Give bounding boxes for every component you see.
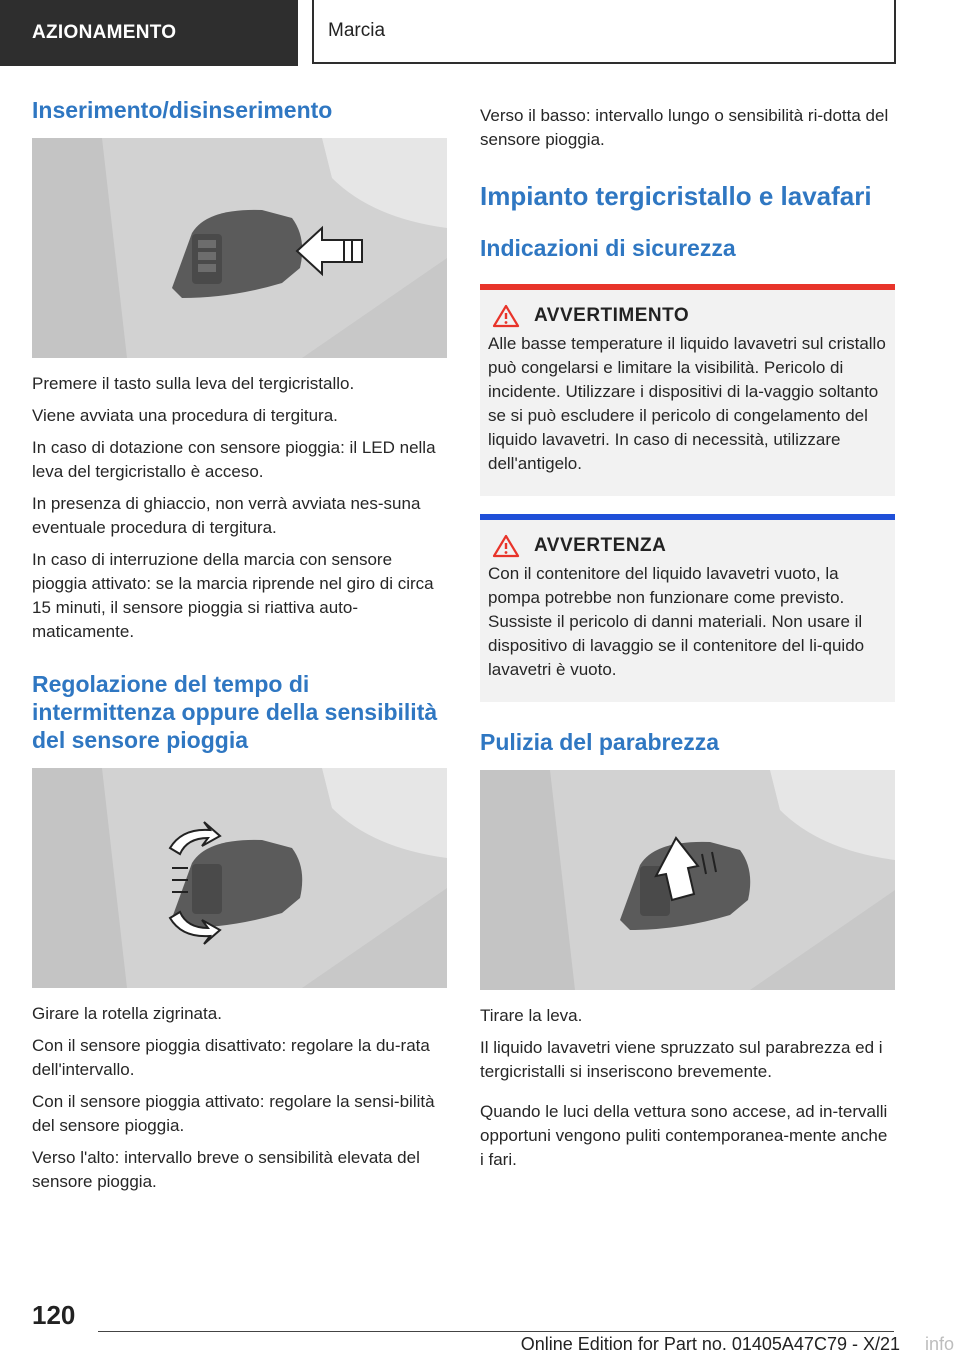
text-procedura-tergitura: Viene avviata una procedura di tergitura. bbox=[32, 406, 338, 425]
heading-regolazione: Regolazione del tempo di intermittenza oppure della sensibilità del sensore pioggia bbox=[32, 671, 438, 753]
text-ghiaccio: In presenza di ghiaccio, non verrà avviata nes-suna eventuale procedura di tergitura. bbox=[32, 494, 421, 537]
heading-inserimento: Inserimento/disinserimento bbox=[32, 97, 333, 123]
text-girare-rotella: Girare la rotella zigrinata. bbox=[32, 1004, 222, 1023]
footer-watermark: info bbox=[924, 1334, 954, 1354]
warning-title: AVVERTIMENTO bbox=[534, 305, 690, 326]
text-tirare-leva: Tirare la leva. bbox=[480, 1006, 583, 1025]
text-sensore-disattivato: Con il sensore pioggia disattivato: regolare la du-rata dell'intervallo. bbox=[32, 1036, 430, 1079]
text-liquido-spruzzato: Il liquido lavavetri viene spruzzato sul parabrezza ed i tergicristalli si inseriscono brevemente. bbox=[480, 1038, 883, 1081]
warning-text: Alle basse temperature il liquido lavavetri sul cristallo può congelarsi e limitare la visibilità. Pericolo di incidente. Utilizzare i dispositivi di la-vaggio soltanto se si può escludere il pericolo di congelamento del liquido lavavetri. In caso di necessità, utilizzare dell'antigelo. bbox=[488, 334, 886, 473]
heading-pulizia-parabrezza: Pulizia del parabrezza bbox=[480, 729, 720, 755]
warning-box bbox=[480, 284, 895, 496]
warning-triangle-icon bbox=[492, 304, 520, 328]
footer-edition: Online Edition for Part no. 01405A47C79 - X/21 bbox=[520, 1334, 900, 1354]
figure-wiper-knurled-wheel bbox=[32, 768, 447, 988]
right-column bbox=[480, 104, 895, 1180]
heading-impianto-tergicristallo: Impianto tergicristallo e lavafari bbox=[480, 181, 872, 211]
text-luci-accese: Quando le luci della vettura sono accese, ad in-tervalli opportuni vengono puliti contemporanea-mente anche i fari. bbox=[480, 1102, 888, 1169]
header-section-tab: AZIONAMENTO bbox=[0, 0, 298, 66]
text-sensore-attivato: Con il sensore pioggia attivato: regolare la sensi-bilità del sensore pioggia. bbox=[32, 1092, 435, 1135]
figure-wiper-stalk-press bbox=[32, 138, 447, 358]
notice-box bbox=[480, 514, 895, 702]
text-led-sensore: In caso di dotazione con sensore pioggia: il LED nella leva del tergicristallo è acceso. bbox=[32, 438, 436, 481]
text-interruzione-marcia: In caso di interruzione della marcia con sensore pioggia attivato: se la marcia riprende nel giro di circa 15 minuti, il sensore pioggia si riattiva auto-maticamente. bbox=[32, 550, 434, 641]
notice-text: Con il contenitore del liquido lavavetri vuoto, la pompa potrebbe non funzionare come previsto. Sussiste il pericolo di danni materiali. Non usare il dispositivo di lavaggio se il contenitore del li-quido lavavetri è vuoto. bbox=[488, 564, 865, 679]
page-number: 120 bbox=[32, 1300, 76, 1330]
notice-triangle-icon bbox=[492, 534, 520, 558]
text-verso-alto: Verso l'alto: intervallo breve o sensibilità elevata del sensore pioggia. bbox=[32, 1148, 420, 1191]
figure-wiper-stalk-pull bbox=[480, 770, 895, 990]
left-column bbox=[32, 96, 447, 1202]
text-verso-basso: Verso il basso: intervallo lungo o sensibilità ri-dotta del sensore pioggia. bbox=[480, 106, 889, 149]
heading-indicazioni-sicurezza: Indicazioni di sicurezza bbox=[480, 235, 736, 261]
header-chapter-title: Marcia bbox=[312, 0, 896, 64]
footer-divider bbox=[98, 1331, 894, 1332]
notice-title: AVVERTENZA bbox=[534, 535, 667, 556]
text-premere-tasto: Premere il tasto sulla leva del tergicristallo. bbox=[32, 374, 355, 393]
